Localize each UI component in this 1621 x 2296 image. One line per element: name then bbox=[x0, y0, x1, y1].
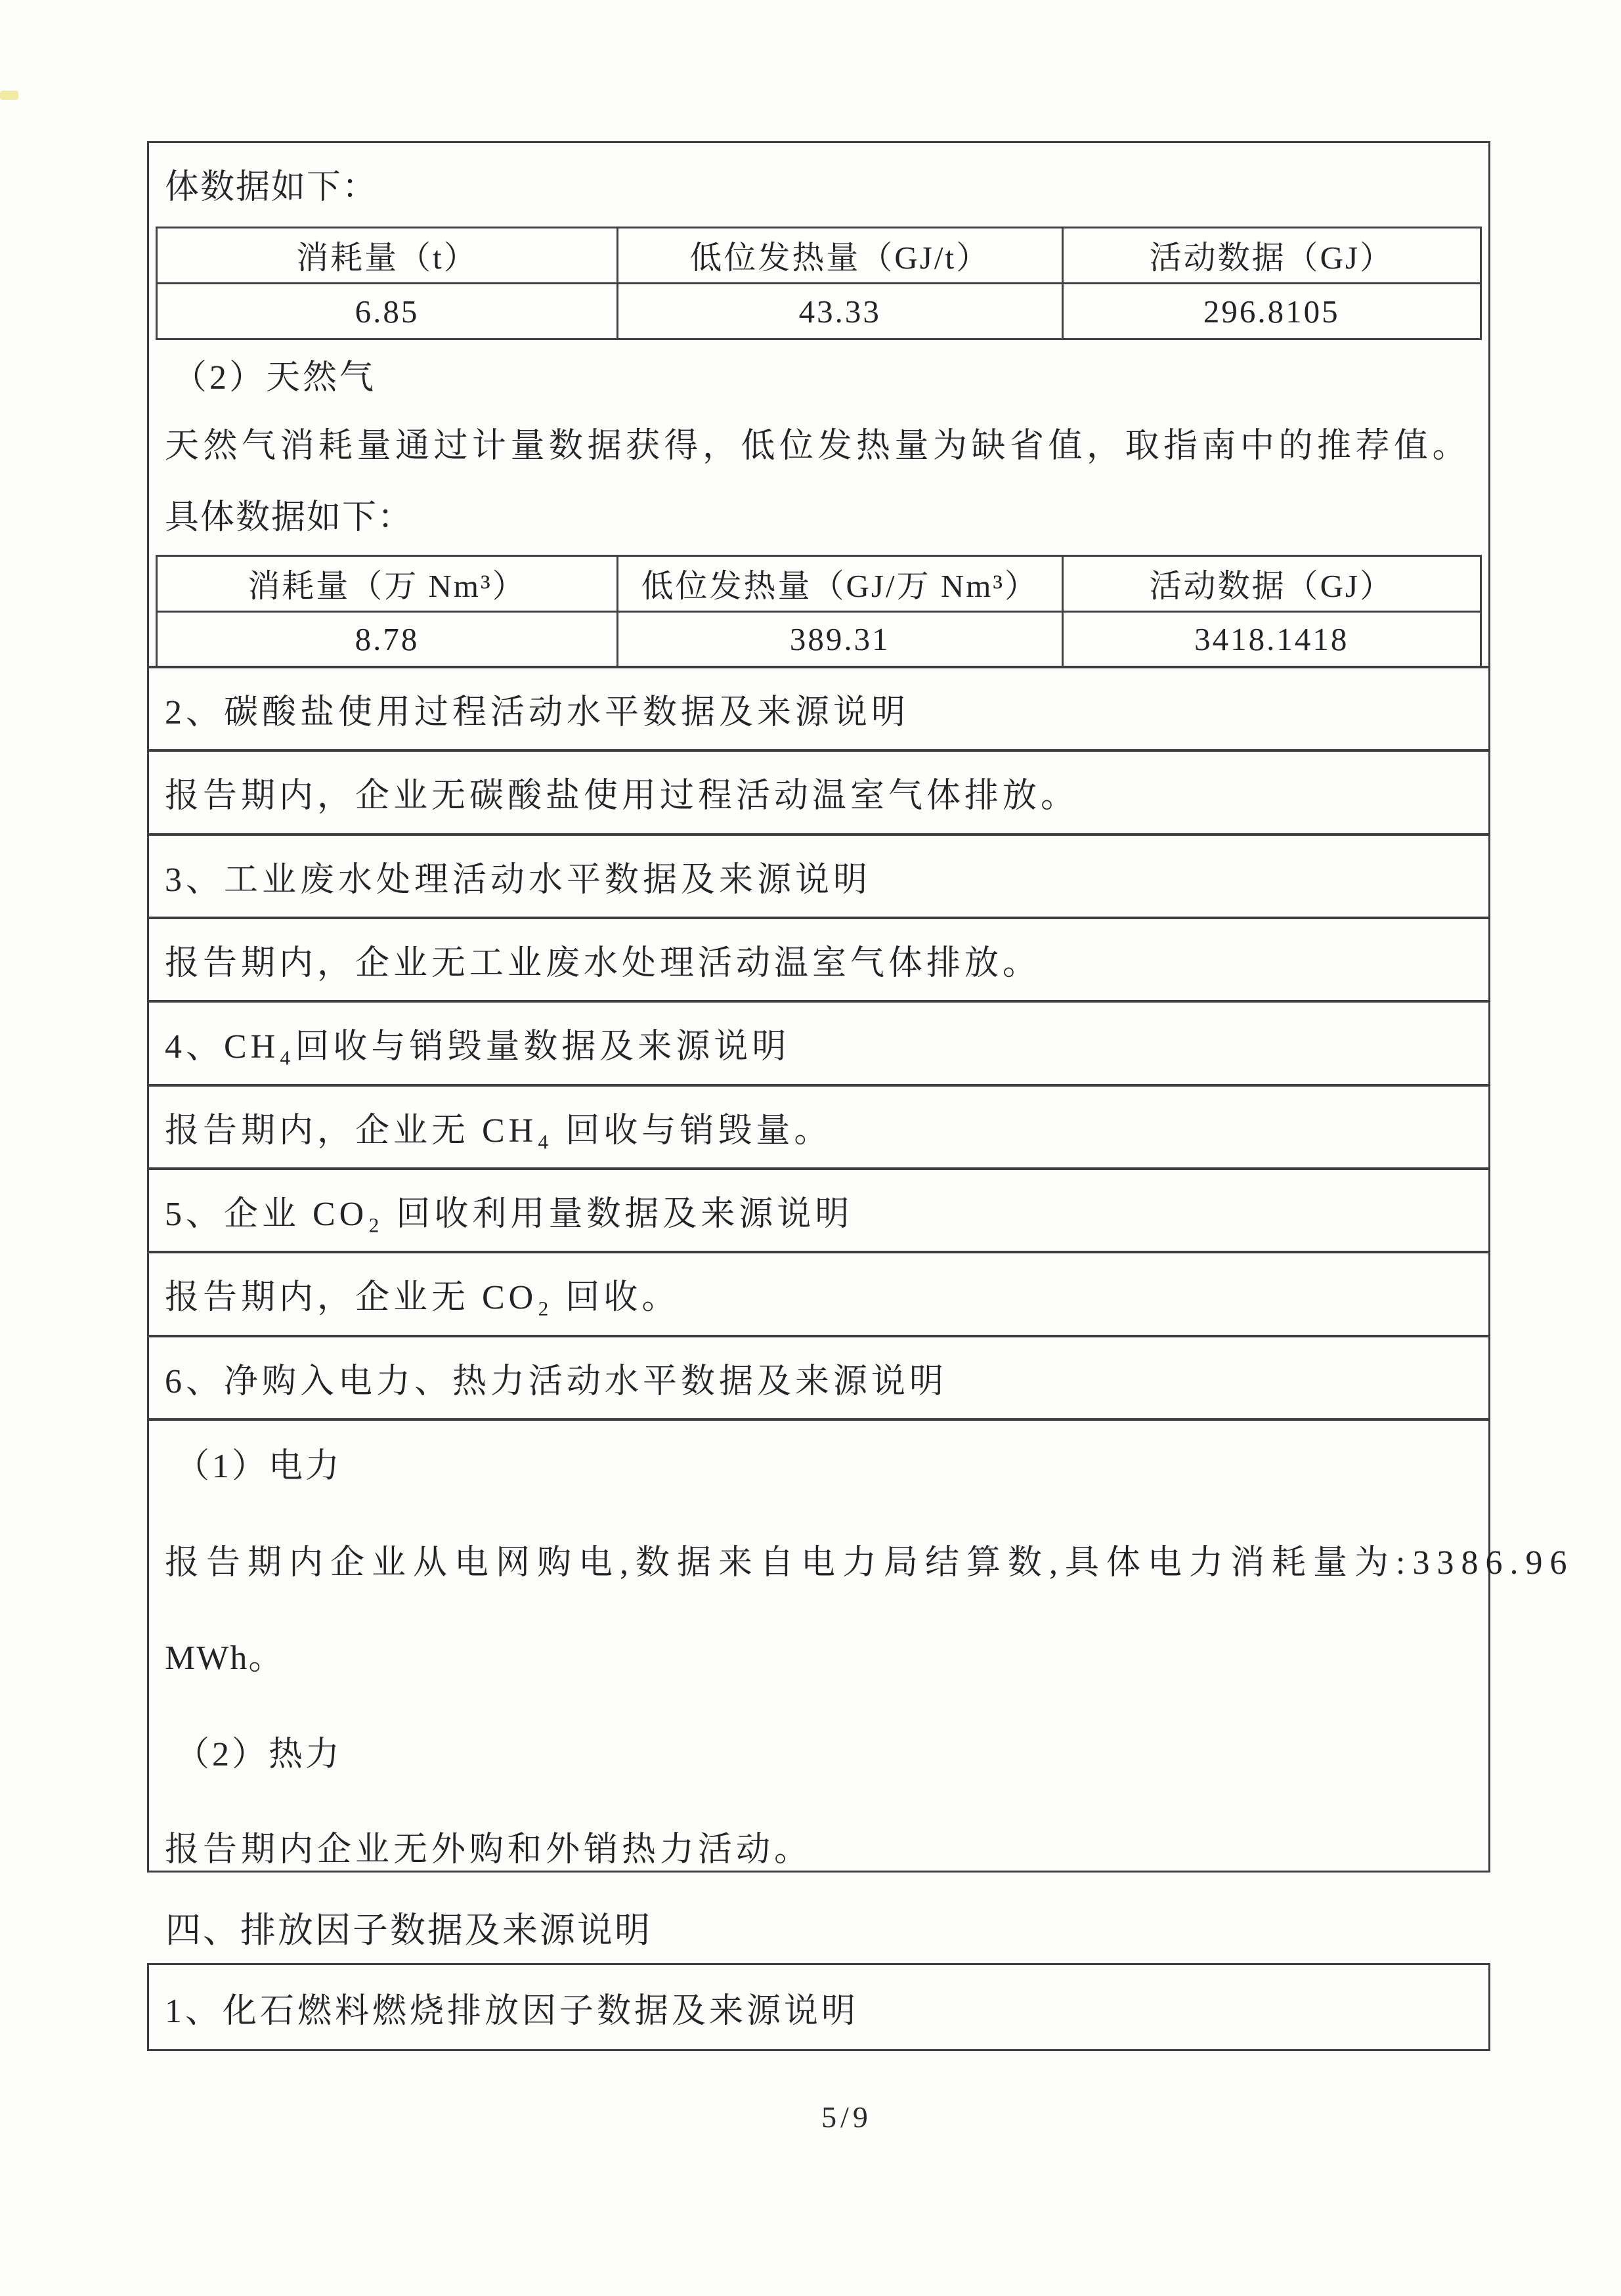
natural-gas-title: （2）天然气 bbox=[173, 359, 377, 397]
heat-paragraph: 报告期内企业无外购和外销热力活动。 bbox=[165, 1830, 813, 1869]
electricity-paragraph-line2: MWh。 bbox=[165, 1639, 284, 1677]
chapter-4-heading: 四、排放因子数据及来源说明 bbox=[165, 1911, 652, 1950]
value-consumption: 8.78 bbox=[157, 611, 618, 667]
diesel-data-table bbox=[156, 227, 1482, 340]
section-4-heading: 4、CH₄回收与销毁量数据及来源说明 bbox=[149, 1000, 1488, 1083]
natural-gas-description: 天然气消耗量通过计量数据获得，低位发热量为缺省值，取指南中的推荐值。 bbox=[165, 427, 1471, 465]
header-heating-value: 低位发热量（GJ/万 Nm³） bbox=[617, 555, 1062, 611]
section-6-heading: 6、净购入电力、热力活动水平数据及来源说明 bbox=[149, 1335, 1488, 1418]
header-activity-data: 活动数据（GJ） bbox=[1062, 555, 1481, 611]
value-consumption: 6.85 bbox=[157, 284, 618, 339]
section-5-heading: 5、企业 CO₂ 回收利用量数据及来源说明 bbox=[149, 1167, 1488, 1251]
table-header-row bbox=[157, 555, 1481, 611]
section-3-heading: 3、工业废水处理活动水平数据及来源说明 bbox=[149, 833, 1488, 917]
activity-data-main-box bbox=[147, 141, 1574, 1873]
section-2-body: 报告期内，企业无碳酸盐使用过程活动温室气体排放。 bbox=[149, 749, 1488, 833]
intro-line: 体数据如下： bbox=[165, 169, 378, 206]
table-header-row bbox=[157, 228, 1481, 284]
electricity-subtitle: （1）电力 bbox=[175, 1447, 343, 1485]
header-consumption: 消耗量（万 Nm³） bbox=[157, 555, 618, 611]
electricity-paragraph-line1: 报告期内企业从电网购电,数据来自电力局结算数,具体电力消耗量为:3386.96 bbox=[165, 1544, 1574, 1582]
emission-factor-box bbox=[147, 1963, 1490, 2051]
value-activity-data: 3418.1418 bbox=[1062, 611, 1481, 667]
value-heating-value: 389.31 bbox=[617, 611, 1062, 667]
header-consumption: 消耗量（t） bbox=[157, 228, 618, 284]
header-activity-data: 活动数据（GJ） bbox=[1062, 228, 1481, 284]
natural-gas-data-table bbox=[156, 555, 1482, 668]
scanner-artifact bbox=[0, 91, 18, 100]
value-heating-value: 43.33 bbox=[617, 284, 1062, 339]
page-number: 5/9 bbox=[821, 2100, 872, 2134]
section-4-body: 报告期内，企业无 CH₄ 回收与销毁量。 bbox=[149, 1084, 1488, 1167]
table-value-row bbox=[157, 284, 1481, 339]
section-1-heading: 1、化石燃料燃烧排放因子数据及来源说明 bbox=[165, 1992, 859, 2030]
natural-gas-data-intro: 具体数据如下： bbox=[165, 499, 414, 537]
header-heating-value: 低位发热量（GJ/t） bbox=[617, 228, 1062, 284]
section-2-heading: 2、碳酸盐使用过程活动水平数据及来源说明 bbox=[149, 666, 1488, 749]
value-activity-data: 296.8105 bbox=[1062, 284, 1481, 339]
heat-subtitle: （2）热力 bbox=[175, 1735, 343, 1773]
section-5-body: 报告期内，企业无 CO₂ 回收。 bbox=[149, 1251, 1488, 1334]
fuel-data-area bbox=[149, 143, 1488, 666]
table-value-row bbox=[157, 611, 1481, 667]
section-6-body bbox=[149, 1418, 1574, 1871]
section-3-body: 报告期内，企业无工业废水处理活动温室气体排放。 bbox=[149, 917, 1488, 1000]
